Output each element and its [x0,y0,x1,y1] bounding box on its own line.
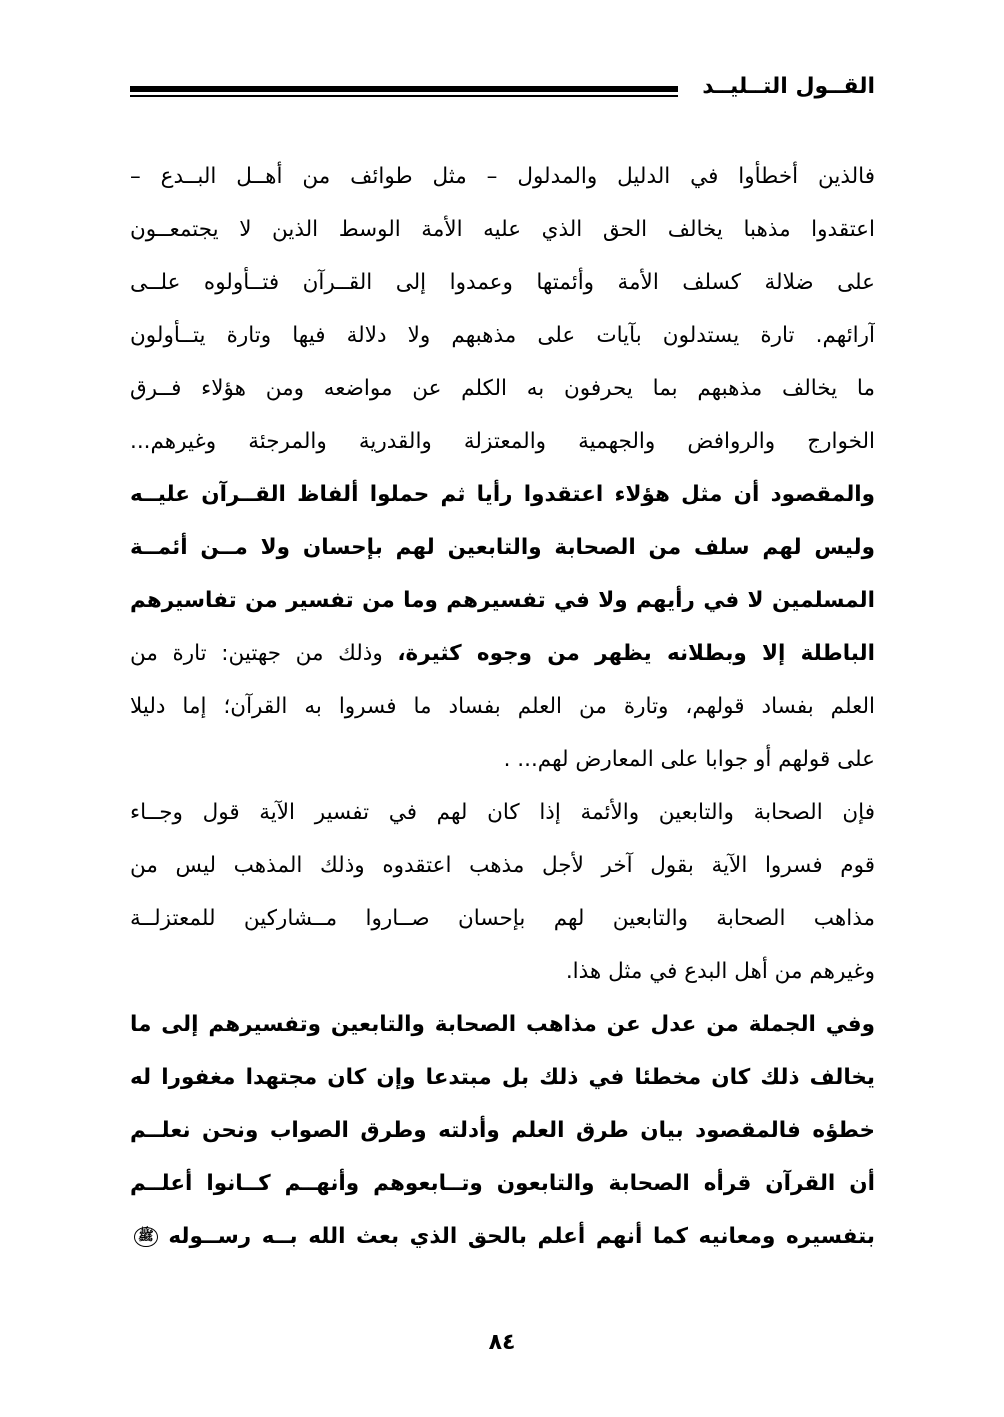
text-line: وغيرهم من أهل البدع في مثل هذا. [565,959,875,984]
text-line: خطؤه فالمقصود بيان طرق العلم وأدلته وطرق الصواب ونحن نعلــم [130,1118,875,1143]
text-line: على ضلالة كسلف الأمة وأئمتها وعمدوا إلى القــرآن فتــأولوه علــى [130,270,875,295]
honorific-glyph: ﷺ [134,1227,158,1247]
text-line: اعتقدوا مذهبا يخالف الحق الذي عليه الأمة الوسط الذين لا يجتمعــون [130,217,875,242]
body-text [130,150,875,1263]
text-line: يخالف ذلك كان مخطئا في ذلك بل مبتدعا وإن كان مجتهدا مغفورا له [130,1065,875,1090]
text-line: والمقصود أن مثل هؤلاء اعتقدوا رأيا ثم حملوا ألفاظ القــرآن عليــه [130,482,875,507]
header-rule-thick [130,86,678,92]
text-line: العلم بفساد قولهم، وتارة من العلم بفساد ما فسروا به القرآن؛ إما دليلا [130,694,875,719]
text-line [130,627,875,680]
text-line: قوم فسروا الآية بقول آخر لأجل مذهب اعتقدوه وذلك المذهب ليس من [130,853,875,878]
book-title: القــول التــليــد [702,74,875,99]
text-line: أن القرآن قرأه الصحابة والتابعون وتــابعوهم وأنهــم كــانوا أعلــم [130,1171,875,1196]
page-number: ٨٤ [488,1330,516,1355]
text-line: فإن الصحابة والتابعين والأئمة إذا كان لهم في تفسير الآية قول وجــاء [130,800,875,825]
text-line: فالذين أخطأوا في الدليل والمدلول – مثل طوائف من أهــل البــدع – [130,164,875,189]
bold-segment: الباطلة إلا وبطلانه يظهر من وجوه كثيرة، [397,641,875,666]
page-header [130,70,875,110]
text-line [130,1210,875,1263]
text-line: وفي الجملة من عدل عن مذاهب الصحابة والتابعين وتفسيرهم إلى ما [130,1012,875,1037]
text-line: ما يخالف مذهبهم بما يحرفون به الكلم عن مواضعه ومن هؤلاء فــرق [130,376,875,401]
line-text: بتفسيره ومعانيه كما أنهم أعلم بالحق الذي بعث الله بــه رســوله [168,1224,875,1249]
text-line: مذاهب الصحابة والتابعين لهم بإحسان صــاروا مــشاركين للمعتزلــة [130,906,875,931]
text-line: على قولهم أو جوابا على المعارض لهم... . [503,747,875,772]
text-line: آرائهم. تارة يستدلون بآيات على مذهبهم ولا دلالة فيها وتارة يتــأولون [130,323,875,348]
text-line: المسلمين لا في رأيهم ولا في تفسيرهم وما من تفسير من تفاسيرهم [130,588,875,613]
text-line: وليس لهم سلف من الصحابة والتابعين لهم بإحسان ولا مــن أئمــة [130,535,875,560]
text-line: الخوارج والروافض والجهمية والمعتزلة والقدرية والمرجئة وغيرهم... [130,429,875,454]
normal-segment: وذلك من جهتين: تارة من [130,641,398,666]
header-rule-thin [130,95,678,97]
